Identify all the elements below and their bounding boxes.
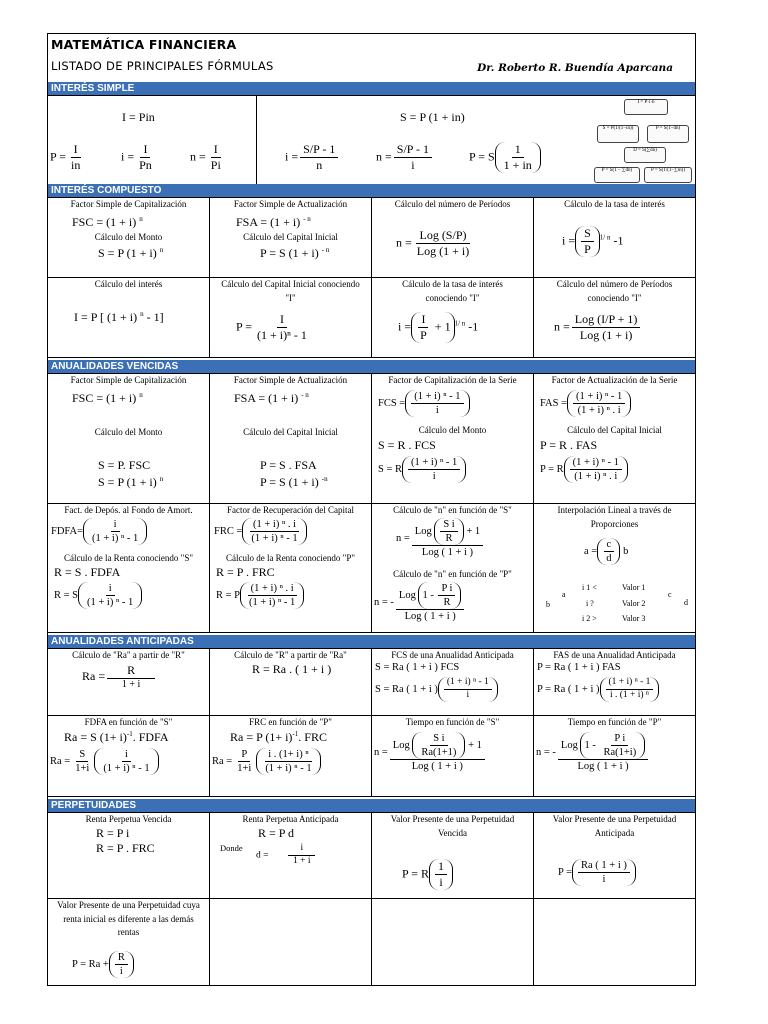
cell-heading: FRC en función de "P" [249,717,332,727]
formula-v-fsa: FSA = (1 + i) $^{- n}$ [234,391,309,405]
interp-iq: i ? [586,599,594,608]
perp-vencida-cell [48,813,210,899]
formula-capital: P = S (1 + i) $^{- n}$ [260,246,330,260]
vencidas-grid [48,373,695,633]
formula-ra-frc: Ra = P $(1+ i)^{-1}$. FRC [230,730,327,744]
formula-interes-simple: I = Pin [122,110,155,124]
formula-v-fsc: FSC = (1 + i) $^n$ [72,391,143,405]
formula-sheet [47,33,696,986]
formula-n-p: n = - Log 1 - $\frac{\text{P i}}{R}$ Log ( 1 + i ) [374,582,466,623]
formula-fcs: FCS = $\frac{\text{(1 + i) ⁿ - 1}}{i}$ [378,390,470,417]
anticipadas-fdfa-cell [48,716,210,797]
interp-i1: i 1 < [582,583,597,592]
formula-v-monto2: S = P (1 + i) $^n$ [98,475,164,489]
compuesto-n-i-cell [534,278,695,358]
anticipadas-fas-cell [534,649,695,716]
formula-vp-renta-diferente: P = Ra + $\frac{R}{i}$ [72,951,134,978]
diagram-box-bottom-right: P = S(1/(1−∑in)) [644,167,692,183]
cell-heading: Cálculo de "Ra" a partir de "R" [72,650,185,660]
cell-heading: Factor Simple de Actualización [233,199,348,209]
cell-heading: Cálculo del Capital Inicial [567,425,662,435]
vencidas-fsa-cell [210,374,372,504]
anticipadas-ts-cell [372,716,534,797]
formula-fdfa: FDFA= $\frac{i}{\text{(1 + i) ⁿ - 1}}$ [51,518,147,545]
cell-heading: FAS de una Anualidad Anticipada [553,650,676,660]
perp-empty-cell-1 [210,899,372,986]
cell-heading: Factor de Recuperación del Capital [227,505,354,515]
vencidas-fdfa-cell [48,504,210,633]
simple-cell-left [48,96,257,188]
formula-n-interes: n = $\frac{\text{Log (I/P + 1)}}{\text{Log (1 + i)}}$ [554,312,642,343]
formula-n: n = $\frac{I}{Pi}$ [190,142,221,172]
page-subtitle: LISTADO DE PRINCIPALES FÓRMULAS [51,59,274,73]
label-d: d [684,598,688,607]
vencidas-fcs-cell [372,374,534,504]
cell-heading: Tiempo en función de "S" [405,717,500,727]
cell-heading: Fact. de Depós. al Fondo de Amort. [64,505,193,515]
anticipadas-ra-cell [48,649,210,716]
cell-heading: Factor Simple de Actualización [233,375,348,385]
formula-r-fdfa: R = S . FDFA [54,565,121,579]
section-perpetuidades: PERPETUIDADES [48,799,695,812]
vencidas-n-cell [372,504,534,633]
section-interes-simple: INTERÉS SIMPLE [48,82,695,95]
formula-r-s: R = S $\frac{i}{\text{(1 + i) ⁿ - 1}}$ [54,582,142,609]
formula-interes: I = P [ (1 + i) $^n$ - 1] [74,310,164,324]
interp-v1: Valor 1 [622,583,646,592]
perp-empty-cell-2 [372,899,534,986]
formula-n-sp: n = $\frac{S/P - 1}{i}$ [376,142,434,173]
formula-p-interes: P = $\frac{I}{\text{(1 + i)ⁿ - 1}}$ [236,312,307,342]
cell-heading: Cálculo de la Renta conociendo "S" [63,553,194,563]
interp-v2: Valor 2 [622,599,646,608]
compuesto-i-cell [534,198,695,278]
anticipadas-r-cell [210,649,372,716]
formula-v-capital2: P = S (1 + i) $^{-n}$ [260,475,328,489]
cell-heading: Cálculo de "n" en función de "S" [393,505,512,515]
vencidas-fas-cell [534,374,695,504]
cell-heading: Factor de Actualización de la Serie [551,375,678,385]
perp-empty-cell-3 [534,899,695,986]
formula-monto: S = P (1 + i) $^n$ [98,246,164,260]
cell-heading: FCS de una Anualidad Anticipada [391,650,514,660]
cell-heading: Valor Presente de una Perpetuidad Anticipada [552,814,677,838]
formula-i-compuesto: i = $\frac{S}{P}$ $^{1/ n}$ -1 [562,226,624,256]
label-b: b [546,600,550,609]
cell-heading: Cálculo del Capital Inicial conociendo "I" [221,279,360,303]
formula-p-r: P = R $\frac{\text{(1 + i) ⁿ - 1}}{\text{(1 + i) ⁿ . i}}$ [540,456,628,483]
cell-heading: Valor Presente de una Perpetuidad Vencida [390,814,515,838]
cell-heading: Cálculo del Monto [94,427,163,437]
formula-i-sp: i = $\frac{S/P - 1}{n}$ [285,142,340,173]
cell-heading: Cálculo de la tasa de interés [564,199,665,209]
vencidas-interpolacion-cell [534,504,695,633]
formula-v-capital1: P = S . FSA [260,458,317,472]
perp-renta-diferente-cell [48,899,210,986]
cell-heading: Cálculo de "n" en función de "P" [393,569,512,579]
formula-fsa: FSA = (1 + i) $^{- n}$ [236,215,311,229]
perpetuidades-grid [48,812,695,986]
cell-heading: Renta Perpetua Vencida [85,814,172,824]
cell-heading: Valor Presente de una Perpetuidad cuya renta inicial es diferente a las demás rentas [57,900,200,937]
formula-i-interes: i = $\frac{I}{P}$ + 1 $^{1/ n}$ -1 [398,312,479,342]
cell-heading: Cálculo del Monto [418,425,487,435]
formula-n-compuesto: n = $\frac{\text{Log (S/P)}}{\text{Log (1 + i)}}$ [396,228,470,258]
formula-ra-s: Ra = $\frac{S}{1+i}$ $\frac{i}{\text{(1 + i) ⁿ - 1}}$ [50,748,159,775]
diagram-box-top: I = P·i·n [624,99,668,115]
formula-p-fas: P = R . FAS [540,438,598,452]
formula-v-monto1: S = P. FSC [98,458,151,472]
compuesto-tasa-i-cell [372,278,534,358]
section-anualidades-anticipadas: ANUALIDADES ANTICIPADAS [48,635,695,648]
cell-heading: Cálculo del número de Períodos [394,199,511,209]
cell-heading: Factor Simple de Capitalización [70,375,187,385]
anticipadas-frc-cell [210,716,372,797]
anticipadas-grid [48,648,695,797]
cell-heading: Cálculo de la tasa de interés conociendo "I" [402,279,503,303]
vencidas-fsc-cell [48,374,210,504]
formula-n-s: n = Log $\frac{\text{S i}}{R}$ + 1 Log ( 1 + i ) [396,518,485,559]
formula-vp-anticipada: P = $\frac{Ra ( 1 + i )}{i}$ [558,859,636,886]
cell-heading: Cálculo del Capital Inicial [243,232,338,242]
vencidas-frc-cell [210,504,372,633]
formula-s-r: S = R $\frac{\text{(1 + i) ⁿ - 1}}{i}$ [378,456,466,483]
cell-heading: Cálculo del Monto [94,232,163,242]
cell-heading: Factor de Capitalización de la Serie [388,375,517,385]
cell-heading: Cálculo del interés [94,279,163,289]
formula-tiempo-s: n = Log $\frac{\text{S i}}{Ra(1+1)}$ + 1 Log ( 1 + i ) [374,732,487,773]
formula-p-s: P = S $\frac{1}{1 + in}$ [469,142,541,173]
formula-interpolacion: a = $\frac{c}{d}$ b [584,539,629,565]
label-c: c [668,590,672,599]
author-name: Dr. Roberto R. Buendía Aparcana [477,62,673,74]
formula-s-ra: S = Ra ( 1 + i ) $\frac{\text{(1 + i) ⁿ - 1}}{i}$ [375,677,498,702]
formula-renta-vencida2: R = P . FRC [96,841,155,855]
formula-ra-p: Ra = $\frac{P}{1+i}$ $\frac{\text{i . (1+ i) ⁿ}}{\text{(1 + i) ⁿ - 1}}$ [212,748,321,775]
formula-frc: FRC = $\frac{\text{(1 + i) ⁿ . i}}{\text{(1 + i) ⁿ - 1}}$ [214,518,307,545]
compuesto-grid [48,197,695,358]
compuesto-n-cell [372,198,534,278]
formula-p-ra: P = Ra ( 1 + i ) $\frac{\text{(1 + i) ⁿ - 1}}{\text{i . (1 + i) ⁿ}}$ [537,677,659,702]
section-anualidades-vencidas: ANUALIDADES VENCIDAS [48,360,695,373]
diagram-box-mid: D = S(∑dn) [624,147,666,163]
formula-ra-fdfa: Ra = S $(1+ i)^{-1}$. FDFA [64,730,169,744]
formula-p-ra-fas: P = Ra ( 1 + i ) FAS [537,662,621,673]
cell-heading: Interpolación Lineal a través de Proporciones [557,505,672,529]
diagram-box-left: S = P(1/(1−in)) [597,125,639,143]
formula-p: P = $\frac{I}{in}$ [50,142,81,172]
compuesto-fsa-cell [210,198,372,278]
formula-ra: Ra = $\frac{R}{1 + i}$ [82,663,157,692]
formula-r-ra: R = Ra . ( 1 + i ) [252,662,332,676]
diagram-box-right: P = S(1−dn) [647,125,689,143]
anticipadas-fcs-cell [372,649,534,716]
formula-renta-anticipada: R = P d [258,826,294,840]
cell-heading: Renta Perpetua Anticipada [242,814,339,824]
compuesto-capital-i-cell [210,278,372,358]
label-a: a [562,590,566,599]
cell-heading: Factor Simple de Capitalización [70,199,187,209]
cell-heading: Cálculo del número de Períodos conociendo "I" [556,279,673,303]
cell-heading: Cálculo de "R" a partir de "Ra" [234,650,347,660]
perp-vp-vencida-cell [372,813,534,899]
anticipadas-tp-cell [534,716,695,797]
formula-fas: FAS = $\frac{\text{(1 + i) ⁿ - 1}}{\text{(1 + i) ⁿ . i}}$ [540,390,631,417]
label-donde: Donde [220,843,243,853]
interest-flow-diagram [592,97,692,187]
cell-heading: Cálculo de la Renta conociendo "P" [225,553,356,563]
formula-s-ra-fcs: S = Ra ( 1 + i ) FCS [375,662,460,673]
formula-monto-simple: S = P (1 + in) [400,110,465,124]
formula-s-fcs: S = R . FCS [378,438,436,452]
compuesto-interes-cell [48,278,210,358]
formula-tiempo-p: n = - Log 1 - $\frac{\text{P i}}{Ra(1+i)}$ Log ( 1 + i ) [536,732,650,773]
compuesto-fsc-cell [48,198,210,278]
formula-fsc: FSC = (1 + i) $^n$ [72,215,143,229]
formula-renta-vencida1: R = P i [96,826,130,840]
section-interes-compuesto: INTERÉS COMPUESTO [48,184,695,197]
perp-anticipada-cell [210,813,372,899]
cell-heading: FDFA en función de "S" [84,717,173,727]
cell-heading: Cálculo del Capital Inicial [243,427,338,437]
interp-i2: i 2 > [582,614,597,623]
perp-vp-anticipada-cell [534,813,695,899]
formula-r-frc: R = P . FRC [216,565,275,579]
formula-r-p: R = P $\frac{\text{(1 + i) ⁿ . i}}{\text{(1 + i) ⁿ - 1}}$ [216,582,304,609]
page-title: MATEMÁTICA FINANCIERA [51,37,237,52]
cell-heading: Tiempo en función de "P" [567,717,662,727]
formula-i: i = $\frac{I}{Pn}$ [121,142,152,172]
diagram-box-bottom-left: P = S(1 − ∑dn) [594,167,640,183]
interp-v3: Valor 3 [622,614,646,623]
formula-vp-vencida: P = R $\frac{1}{i}$ [402,859,453,890]
formula-d: d = $\frac{i}{1 + i}$ [256,843,317,868]
